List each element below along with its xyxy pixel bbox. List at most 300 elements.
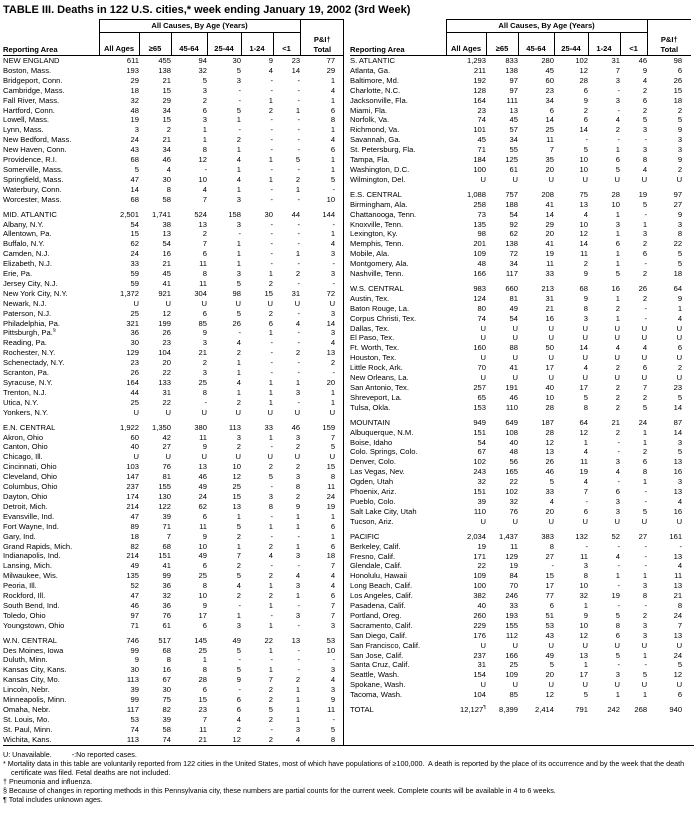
value-cell: 16	[162, 665, 171, 675]
value-cell: 8	[202, 145, 207, 155]
value-cell: 243	[473, 467, 486, 477]
city-row	[3, 601, 344, 611]
value-cell: 85	[509, 690, 518, 700]
value-cell: 68	[130, 155, 139, 165]
value-cell: 5	[642, 506, 648, 516]
value-cell: U	[480, 174, 486, 184]
value-cell: 1	[268, 387, 273, 397]
value-cell: 110	[505, 402, 518, 412]
value-cell: 5	[583, 392, 588, 402]
value-cell: 5	[677, 249, 683, 259]
col-header-under1: <1	[620, 33, 647, 56]
value-cell: 129	[126, 348, 139, 358]
value-cell: 8	[330, 115, 336, 125]
value-cell: 8	[583, 571, 588, 581]
reporting-area-cell: Baltimore, Md.	[350, 75, 399, 85]
value-cell: 1	[330, 75, 336, 85]
value-cell: 3	[330, 269, 336, 279]
value-cell: -	[332, 714, 336, 724]
reporting-area-cell: Springfield, Mass.	[3, 174, 64, 184]
region-section	[3, 631, 344, 745]
value-cell: 12	[545, 690, 554, 700]
value-cell: 18	[326, 551, 336, 561]
value-cell: -	[270, 442, 273, 452]
value-cell: 30	[162, 685, 171, 695]
value-cell: 2	[615, 363, 620, 373]
city-row	[350, 428, 691, 438]
value-cell: -	[644, 313, 648, 323]
value-cell: 32	[579, 591, 588, 601]
reporting-area-cell: Youngstown, Ohio	[3, 620, 65, 630]
value-cell: 1,372	[119, 288, 139, 298]
value-cell: 7	[202, 714, 207, 724]
value-cell: -	[585, 541, 588, 551]
value-cell: 1	[642, 650, 648, 660]
reporting-area-cell: Salt Lake City, Utah	[350, 506, 417, 516]
value-cell: 1,922	[119, 422, 139, 432]
reporting-area-cell: Tampa, Fla.	[350, 155, 390, 165]
value-cell: 214	[126, 551, 139, 561]
value-cell: -	[644, 209, 648, 219]
value-cell: 29	[130, 75, 139, 85]
value-cell: 49	[198, 551, 207, 561]
value-cell: -	[204, 164, 207, 174]
value-cell: 6	[236, 705, 241, 714]
value-cell: 104	[473, 690, 486, 700]
value-cell: 20	[545, 229, 554, 239]
value-cell: 5	[642, 402, 648, 412]
value-cell: 5	[677, 115, 683, 125]
value-cell: 2	[268, 541, 273, 551]
city-row	[3, 735, 344, 745]
value-cell: 40	[130, 442, 139, 452]
value-cell: 158	[228, 209, 241, 219]
reporting-area-cell: Toledo, Ohio	[3, 610, 46, 620]
value-cell: 10	[326, 645, 336, 655]
value-cell: 3	[642, 630, 648, 640]
value-cell: U	[548, 640, 554, 650]
value-cell: -	[270, 724, 273, 734]
value-cell: -	[270, 655, 273, 665]
value-cell: -	[297, 338, 301, 348]
value-cell: 6	[202, 308, 207, 318]
value-cell: -	[644, 601, 648, 611]
value-cell: 159	[322, 422, 336, 432]
value-cell: 3	[330, 665, 336, 675]
value-cell: -	[270, 511, 273, 521]
value-cell: -	[270, 184, 273, 194]
city-row	[3, 551, 344, 561]
value-cell: 15	[232, 491, 241, 501]
value-cell: 41	[545, 199, 554, 209]
value-cell: 23	[477, 105, 486, 115]
region-total-row	[350, 705, 691, 715]
value-cell: 19	[545, 249, 554, 259]
pi-header-line2: Total	[660, 45, 679, 55]
value-cell: 58	[162, 194, 171, 204]
value-cell: 3	[134, 125, 139, 135]
value-cell: 45	[477, 135, 486, 145]
city-row	[3, 462, 344, 472]
value-cell: U	[548, 174, 554, 184]
city-row	[3, 229, 344, 239]
value-cell: 9	[202, 531, 207, 541]
value-cell: 16	[673, 467, 683, 477]
value-cell: 2	[236, 724, 241, 734]
value-cell: 164	[473, 95, 486, 105]
value-cell: 9	[295, 501, 301, 511]
value-cell: 1	[330, 95, 336, 105]
value-cell: 32	[130, 95, 139, 105]
city-row	[350, 497, 691, 507]
value-cell: 117	[505, 269, 518, 279]
value-cell: 5	[236, 308, 241, 318]
value-cell: 17	[545, 581, 554, 591]
value-cell: 3	[677, 219, 683, 229]
value-cell: -	[332, 259, 336, 269]
value-cell: -	[617, 447, 620, 457]
value-cell: 2	[615, 125, 620, 135]
value-cell: 10	[579, 164, 588, 174]
value-cell: 62	[198, 501, 207, 511]
value-cell: 12,127¶	[459, 705, 486, 715]
value-cell: 455	[158, 56, 171, 65]
reporting-area-cell: El Paso, Tex.	[350, 333, 395, 343]
value-cell: 2	[268, 278, 273, 288]
value-cell: 3	[268, 491, 273, 501]
city-row	[350, 561, 691, 571]
pi-header-line1: P&I†	[313, 35, 331, 45]
value-cell: 1	[268, 95, 273, 105]
value-cell: -	[297, 115, 301, 125]
value-cell: -	[551, 561, 554, 571]
table-title: TABLE III. Deaths in 122 U.S. cities,* week ending January 19, 2002 (3rd Week)	[3, 4, 411, 16]
value-cell: 10	[198, 174, 207, 184]
reporting-area-cell: Pittsburgh, Pa.§	[3, 328, 56, 338]
reporting-area-cell: Providence, R.I.	[3, 155, 58, 165]
reporting-area-cell: Cambridge, Mass.	[3, 85, 65, 95]
value-cell: 68	[579, 283, 588, 293]
value-cell: 24	[130, 249, 139, 259]
value-cell: 10	[198, 591, 207, 601]
value-cell: 2	[642, 392, 648, 402]
value-cell: 1	[642, 477, 648, 487]
value-cell: 237	[473, 650, 486, 660]
value-cell: 14	[545, 115, 554, 125]
value-cell: 5	[583, 690, 588, 700]
value-cell: 2	[202, 95, 207, 105]
value-cell: 5	[330, 442, 336, 452]
value-cell: 13	[673, 487, 683, 497]
value-cell: -	[585, 135, 588, 145]
city-row	[350, 641, 691, 651]
value-cell: 11	[674, 571, 683, 581]
city-row	[3, 185, 344, 195]
value-cell: -	[270, 135, 273, 145]
value-cell: 1	[615, 259, 620, 269]
value-cell: 7	[615, 65, 620, 75]
city-row	[3, 452, 344, 462]
value-cell: 321	[126, 318, 139, 328]
value-cell: 6	[642, 95, 648, 105]
value-cell: 8	[330, 472, 336, 482]
value-cell: 13	[579, 199, 588, 209]
city-row	[350, 438, 691, 448]
value-cell: -	[270, 229, 273, 239]
reporting-area-cell: Houston, Tex.	[350, 353, 397, 363]
value-cell: 8	[583, 402, 588, 412]
value-cell: 46	[291, 422, 301, 432]
value-cell: 5	[615, 164, 620, 174]
value-cell: 67	[477, 447, 486, 457]
value-cell: 4	[615, 467, 620, 477]
value-cell: 40	[509, 437, 518, 447]
value-cell: 3	[642, 125, 648, 135]
value-cell: 8	[583, 303, 588, 313]
value-cell: 12	[579, 229, 588, 239]
value-cell: 11	[199, 521, 207, 531]
value-cell: 53	[130, 714, 139, 724]
value-cell: 17	[545, 363, 554, 373]
table-right-half	[344, 19, 692, 745]
reporting-area-cell: PACIFIC	[350, 531, 380, 541]
value-cell: 128	[473, 85, 486, 95]
value-cell: 1	[236, 115, 241, 125]
value-cell: 155	[158, 482, 171, 492]
value-cell: -	[238, 125, 241, 135]
value-cell: U	[548, 353, 554, 363]
city-row	[350, 220, 691, 230]
value-cell: 5	[236, 571, 241, 581]
value-cell: 2	[677, 164, 683, 174]
value-cell: -	[297, 219, 301, 229]
reporting-area-cell: St. Louis, Mo.	[3, 714, 50, 724]
city-row	[350, 542, 691, 552]
city-row	[350, 457, 691, 467]
value-cell: 6	[202, 620, 207, 630]
col-header-65plus: ≥65	[139, 33, 171, 56]
value-cell: 24	[198, 491, 207, 501]
value-cell: 59	[130, 278, 139, 288]
value-cell: U	[480, 333, 486, 343]
value-cell: U	[582, 640, 588, 650]
value-cell: 55	[509, 145, 518, 155]
value-cell: -	[270, 348, 273, 358]
value-cell: 5	[549, 660, 554, 670]
value-cell: 280	[541, 56, 554, 65]
reporting-area-cell: Pasadena, Calif.	[350, 601, 406, 611]
value-cell: 268	[634, 705, 648, 715]
city-row	[3, 259, 344, 269]
value-cell: 23	[162, 338, 171, 348]
value-cell: 1	[642, 437, 648, 447]
value-cell: 76	[162, 462, 171, 472]
value-cell: -	[297, 397, 301, 407]
city-row	[350, 690, 691, 700]
reporting-area-cell: Cincinnati, Ohio	[3, 462, 57, 472]
value-cell: -	[270, 164, 273, 174]
city-row	[3, 289, 344, 299]
value-cell: 1	[615, 690, 620, 700]
value-cell: 4	[677, 561, 683, 571]
value-cell: 76	[162, 610, 171, 620]
reporting-area-cell: Kansas City, Kans.	[3, 665, 67, 675]
value-cell: 9	[677, 155, 683, 165]
value-cell: U	[294, 452, 301, 462]
value-cell: 7	[549, 145, 554, 155]
value-cell: 29	[545, 219, 554, 229]
value-cell: 4	[615, 343, 620, 353]
value-cell: -	[297, 655, 301, 665]
value-cell: 25	[198, 571, 207, 581]
value-cell: 2	[166, 125, 171, 135]
value-cell: 11	[199, 724, 207, 734]
value-cell: 1	[236, 387, 241, 397]
value-cell: 1	[268, 269, 273, 279]
reporting-area-cell: Dallas, Tex.	[350, 323, 390, 333]
value-cell: 2	[330, 358, 336, 368]
value-cell: 3	[295, 724, 301, 734]
value-cell: 24	[673, 650, 683, 660]
value-cell: -	[332, 184, 336, 194]
city-row	[350, 155, 691, 165]
value-cell: 1	[295, 184, 301, 194]
value-cell: 16	[162, 249, 171, 259]
value-cell: 47	[130, 511, 139, 521]
value-cell: 4	[330, 338, 336, 348]
value-cell: 34	[162, 145, 171, 155]
reporting-area-cell: Bridgeport, Conn.	[3, 75, 63, 85]
value-cell: 5	[236, 645, 241, 655]
value-cell: 87	[673, 417, 683, 427]
value-cell: 45	[545, 65, 554, 75]
value-cell: U	[133, 298, 139, 308]
value-cell: 13	[232, 501, 241, 511]
value-cell: 125	[505, 155, 518, 165]
reporting-area-cell: Albany, N.Y.	[3, 219, 44, 229]
reporting-area-cell: Charlotte, N.C.	[350, 85, 401, 95]
value-cell: 13	[198, 219, 207, 229]
value-cell: U	[614, 373, 620, 383]
value-cell: 17	[579, 383, 588, 392]
value-cell: 208	[541, 189, 554, 199]
value-cell: U	[133, 407, 139, 417]
value-cell: -	[297, 620, 301, 630]
value-cell: 64	[673, 283, 683, 293]
footnote: † Pneumonia and influenza.	[3, 776, 93, 786]
value-cell: 135	[473, 219, 486, 229]
value-cell: 98	[673, 56, 683, 65]
city-row	[3, 96, 344, 106]
value-cell: 1	[236, 511, 241, 521]
value-cell: U	[582, 323, 588, 333]
city-row	[3, 492, 344, 502]
value-cell: U	[201, 298, 207, 308]
value-cell: -	[270, 368, 273, 378]
value-cell: 1	[583, 601, 588, 611]
value-cell: 2	[268, 734, 273, 744]
value-cell: 3	[583, 561, 588, 571]
value-cell: 68	[162, 541, 171, 551]
reporting-area-cell: Fresno, Calif.	[350, 551, 396, 561]
value-cell: 2	[642, 610, 648, 620]
city-row	[3, 165, 344, 175]
reporting-area-cell: Cleveland, Ohio	[3, 472, 58, 482]
value-cell: 51	[545, 610, 554, 620]
value-cell: 36	[162, 581, 171, 591]
value-cell: 3	[202, 85, 207, 95]
value-cell: -	[297, 194, 301, 204]
value-cell: 82	[162, 705, 171, 714]
reporting-area-cell: Paterson, N.J.	[3, 308, 52, 318]
value-cell: U	[267, 452, 273, 462]
reporting-area-cell: Honolulu, Hawaii	[350, 571, 407, 581]
reporting-area-cell: MOUNTAIN	[350, 417, 390, 427]
value-cell: 20	[326, 378, 336, 387]
value-cell: 15	[198, 695, 207, 705]
value-cell: 28	[198, 675, 207, 685]
value-cell: 62	[509, 229, 518, 239]
region-total-row	[3, 210, 344, 220]
value-cell: U	[512, 516, 518, 526]
value-cell: 11	[510, 541, 518, 551]
reporting-area-cell: New Orleans, La.	[350, 373, 409, 383]
value-cell: -	[297, 164, 301, 174]
value-cell: 940	[669, 705, 683, 715]
reporting-area-cell: W.N. CENTRAL	[3, 635, 58, 645]
value-cell: 188	[505, 199, 518, 209]
value-cell: 2	[615, 383, 620, 392]
value-cell: 13	[673, 457, 683, 467]
reporting-area-cell: Wilmington, Del.	[350, 174, 406, 184]
value-cell: 7	[642, 383, 648, 392]
value-cell: 10	[579, 155, 588, 165]
city-row	[3, 398, 344, 408]
value-cell: 48	[509, 447, 518, 457]
value-cell: 4	[202, 184, 207, 194]
value-cell: U	[676, 516, 683, 526]
value-cell: U	[676, 353, 683, 363]
value-cell: 1	[330, 511, 336, 521]
deaths-table-left	[3, 19, 344, 745]
value-cell: U	[548, 516, 554, 526]
value-cell: U	[548, 373, 554, 383]
value-cell: 3	[236, 194, 241, 204]
value-cell: 1	[295, 685, 301, 695]
city-row	[3, 368, 344, 378]
value-cell: 2	[615, 402, 620, 412]
value-cell: -	[270, 338, 273, 348]
city-row	[3, 76, 344, 86]
value-cell: 3	[295, 610, 301, 620]
pi-total-header	[300, 20, 344, 56]
value-cell: 44	[130, 387, 139, 397]
city-row	[3, 299, 344, 309]
city-row	[3, 655, 344, 665]
value-cell: 1	[236, 184, 241, 194]
value-cell: 166	[505, 650, 518, 660]
reporting-area-cell: Newark, N.J.	[3, 298, 47, 308]
value-cell: 109	[505, 670, 518, 680]
reporting-area-cell: Baton Rouge, La.	[350, 303, 410, 313]
value-cell: 34	[545, 95, 554, 105]
value-cell: 1	[268, 174, 273, 184]
value-cell: 113	[126, 675, 139, 685]
value-cell: 31	[545, 293, 554, 303]
col-header-25-44: 25-44	[207, 33, 241, 56]
reporting-area-cell: Grand Rapids, Mich.	[3, 541, 73, 551]
reporting-area-cell: Berkeley, Calif.	[350, 541, 401, 551]
